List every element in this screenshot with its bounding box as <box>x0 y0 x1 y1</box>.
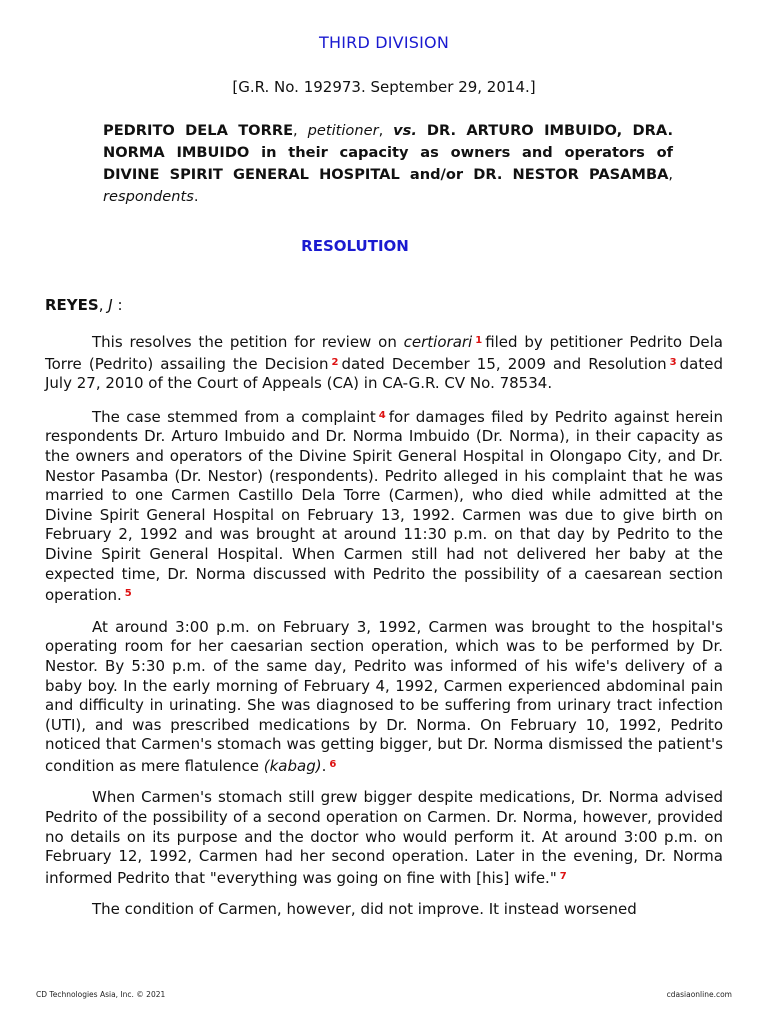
footnote-link-4[interactable]: 4 <box>378 409 386 421</box>
case-number: [G.R. No. 192973. September 29, 2014.] <box>232 78 536 96</box>
text-segment: for damages filed by Pedrito against herein respondents Dr. Arturo Imbuido and Dr. Norma Imbuido (Dr. Norma), in their capacity as the owners and operators of the Divine Spirit General Hospital in Olongapo City, and Dr. Nestor Pasamba (Dr. Nestor) (respondents). Pedrito alleged in his complaint that he was married to one Carmen Castillo Dela Torre (Carmen), who died while admitted at the Divine Spirit General Hospital on February 13, 1992. Carmen was due to give birth on February 2, 1992 and was brought at around 11:30 p.m. on that day by Pedrito to the Divine Spirit General Hospital. When Carmen still had not delivered her baby at the expected time, Dr. Norma discussed with Pedrito the possibility of a caesarean section operation. <box>45 407 723 605</box>
paragraph-4 <box>45 788 723 888</box>
footer-copyright: CD Technologies Asia, Inc. © 2021 <box>36 990 166 999</box>
division-heading: THIRD DIVISION <box>319 33 449 52</box>
text-segment: The condition of Carmen, however, did not improve. It instead worsened <box>92 900 637 919</box>
text-segment: At around 3:00 p.m. on February 3, 1992, Carmen was brought to the hospital's operating room for her caesarian section operation, which was to be performed by Dr. Nestor. By 5:30 p.m. of the same day, Pedrito was informed of his wife's delivery of a baby boy. In the early morning of February 4, 1992, Carmen experienced abdominal pain and difficulty in urinating. She was diagnosed to be suffering from urinary tract infection (UTI), and was prescribed medications by Dr. Norma. On February 10, 1992, Pedrito noticed that Carmen's stomach was getting bigger, but Dr. Norma dismissed the patient's condition as mere flatulence <box>45 617 723 775</box>
text-segment: When Carmen's stomach still grew bigger despite medications, Dr. Norma advised Pedrito of the possibility of a second operation on Carmen. Dr. Norma, however, provided no details on its purpose and the doctor who would perform it. At around 3:00 p.m. on February 12, 1992, Carmen had her second operation. Later in the evening, Dr. Norma informed Pedrito that "everything was going on fine with [his] wife." <box>45 788 723 887</box>
case-caption: PEDRITO DELA TORRE, petitioner, vs. DR. ARTURO IMBUIDO, DRA. NORMA IMBUIDO in their capacity as owners and operators of DIVINE SPIRIT GENERAL HOSPITAL and/or DR. NESTOR PASAMBA, respondents. <box>103 122 674 205</box>
ponente-name: REYES <box>45 296 99 314</box>
footnote-link-7[interactable]: 7 <box>559 870 567 882</box>
paragraph-5 <box>45 900 723 920</box>
resolution-body <box>45 331 723 932</box>
text-segment: dated July 27, 2010 of the Court of Appeals (CA) in CA-G.R. CV No. 78534. <box>45 354 723 393</box>
versus-label: vs. <box>393 122 417 139</box>
paragraph-3 <box>45 618 723 777</box>
footnote-link-5[interactable]: 5 <box>124 588 132 600</box>
text-segment: filed by petitioner Pedrito Dela Torre (Pedrito) assailing the Decision <box>45 333 723 373</box>
footnote-link-1[interactable]: 1 <box>475 335 483 346</box>
footer-site: cdasiaonline.com <box>666 990 732 999</box>
text-segment: dated December 15, 2009 and Resolution <box>341 354 667 373</box>
paragraph-1 <box>45 331 723 394</box>
resolution-heading: RESOLUTION <box>301 237 409 255</box>
footnote-link-3[interactable]: 3 <box>669 356 677 368</box>
text-segment: . <box>321 756 327 775</box>
respondents-names: DR. ARTURO IMBUIDO, DRA. NORMA IMBUIDO in their capacity as owners and operators of DIVINE SPIRIT GENERAL HOSPITAL and/or DR. NESTOR PASAMBA <box>103 122 674 183</box>
text-italic: (kabag) <box>263 756 322 775</box>
respondents-role: respondents <box>103 188 194 205</box>
petitioner-name: PEDRITO DELA TORRE <box>103 122 294 139</box>
footnote-link-6[interactable]: 6 <box>329 758 337 770</box>
footnote-link-2[interactable]: 2 <box>331 356 339 368</box>
petitioner-role: petitioner <box>307 122 379 139</box>
paragraph-2 <box>45 406 723 606</box>
text-italic: certiorari <box>403 333 473 351</box>
text-segment: The case stemmed from a complaint <box>92 407 376 426</box>
text-segment: This resolves the petition for review on <box>92 333 397 351</box>
ponente-title: J <box>108 296 113 314</box>
ponente-line: REYES, J : <box>45 296 123 314</box>
